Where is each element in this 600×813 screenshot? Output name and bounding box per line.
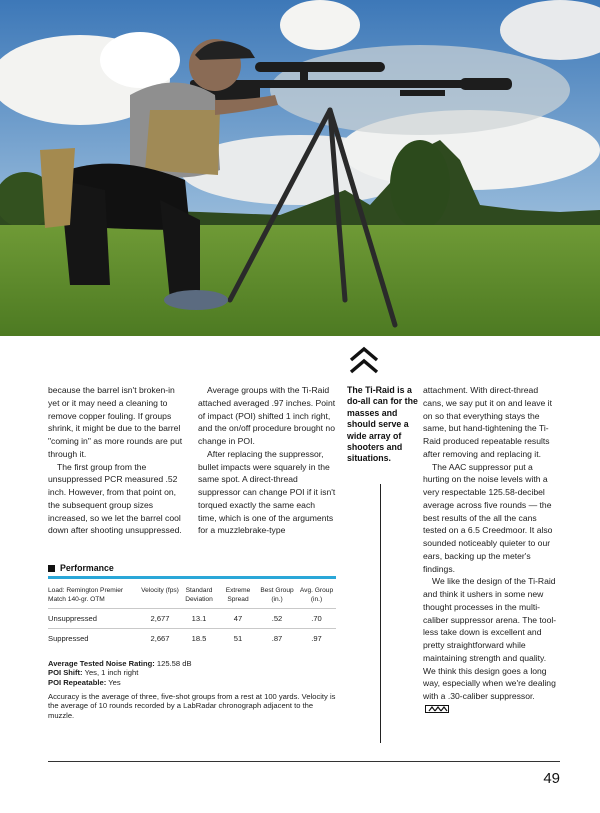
- paragraph-text: We like the design of the Ti-Raid and think it ushers in some new thought processes in the multi-caliber suppressor arena. The tool-less take down is excellent and pretty straightforward while maintaining strength and quality. We think this design goes a long way, especially when we're dealing with a .30-caliber suppressor.: [423, 576, 557, 701]
- article-column-2: [198, 384, 336, 537]
- paragraph: After replacing the suppressor, bullet impacts were squarely in the same spot. A direct-thread suppressor can change POI if it isn't torqued exactly the same each time, which is one of the arguments for a muzzlebrake-type: [198, 448, 336, 536]
- vertical-divider: [380, 484, 381, 743]
- table-row: [48, 609, 336, 629]
- header-sd: Standard Deviation: [185, 587, 213, 603]
- footer-rule: [48, 761, 560, 762]
- row-label: Suppressed: [48, 629, 141, 649]
- header-es: Extreme Spread: [225, 587, 251, 603]
- performance-table: [48, 586, 336, 649]
- page-number: 49: [543, 770, 560, 787]
- es-cell: 47: [219, 609, 257, 629]
- row-label: Unsuppressed: [48, 609, 141, 629]
- header-load: Load: Remington Premier Match 140-gr. OTM: [48, 587, 124, 603]
- header-photo: [0, 0, 600, 336]
- end-mark-icon: [425, 705, 449, 713]
- paragraph: The first group from the unsuppressed PCR measured .52 inch. However, from that point on, the subsequent group sizes increased, so we let the barrel cool down after shooting unsuppressed.: [48, 461, 182, 536]
- article-column-1: [48, 384, 188, 537]
- table-row: [48, 629, 336, 649]
- avg-cell: .70: [297, 609, 336, 629]
- article-column-4: [423, 384, 559, 716]
- paragraph: Average groups with the Ti-Raid attached averaged .97 inches. Point of impact (POI) shifted 1 inch right, and the on/off procedure brought no change in POI.: [198, 385, 336, 446]
- es-cell: 51: [219, 629, 257, 649]
- velocity-cell: 2,667: [141, 629, 179, 649]
- square-bullet-icon: [48, 565, 55, 572]
- performance-rule: [48, 576, 336, 579]
- paragraph: The AAC suppressor put a hurting on the noise levels with a very respectable 125.58-decibel average across five rounds — the best results of the all the cans tested on a 6.5 Creedmoor. It also sounded noticeably quieter to our ears, backing up the meter's findings.: [423, 461, 553, 574]
- performance-footnote: Accuracy is the average of three, five-shot groups from a rest at 100 yards. Velocity is the average of 10 rounds recorded by a LabRadar chronograph adjacent to the muzzle.: [48, 692, 336, 720]
- header-avg: Avg. Group (in.): [299, 587, 334, 603]
- best-cell: .52: [257, 609, 297, 629]
- paragraph: [423, 575, 559, 715]
- header-best: Best Group (in.): [260, 587, 294, 603]
- paragraph: because the barrel isn't broken-in yet or it may need a cleaning to remove copper fouling. If groups shrink, it might be due to the barrel "coming in" as more rounds are put through it.: [48, 385, 183, 459]
- performance-heading: [48, 563, 336, 573]
- header-velocity: Velocity (fps): [141, 587, 179, 594]
- double-chevron-up-icon: [347, 346, 381, 376]
- pull-quote: The Ti-Raid is a do-all can for the masses and should serve a wide array of shooters and situations.: [347, 385, 418, 464]
- noise-rating-line: Average Tested Noise Rating: 125.58 dB: [48, 659, 192, 668]
- performance-title: Performance: [60, 563, 114, 573]
- sd-cell: 18.5: [179, 629, 219, 649]
- table-header-row: [48, 586, 336, 609]
- performance-notes: [48, 659, 336, 687]
- velocity-cell: 2,677: [141, 609, 179, 629]
- poi-repeatable-line: POI Repeatable: Yes: [48, 677, 121, 687]
- best-cell: .87: [257, 629, 297, 649]
- sd-cell: 13.1: [179, 609, 219, 629]
- avg-cell: .97: [297, 629, 336, 649]
- rifle-photo: [0, 0, 600, 336]
- poi-shift-line: POI Shift: Yes, 1 inch right: [48, 668, 139, 678]
- paragraph: attachment. With direct-thread cans, we say put it on and leave it on so that everything stays the same, but hand-tightening the Ti-Raid produced repeatable results after removing and replacing it.: [423, 385, 552, 459]
